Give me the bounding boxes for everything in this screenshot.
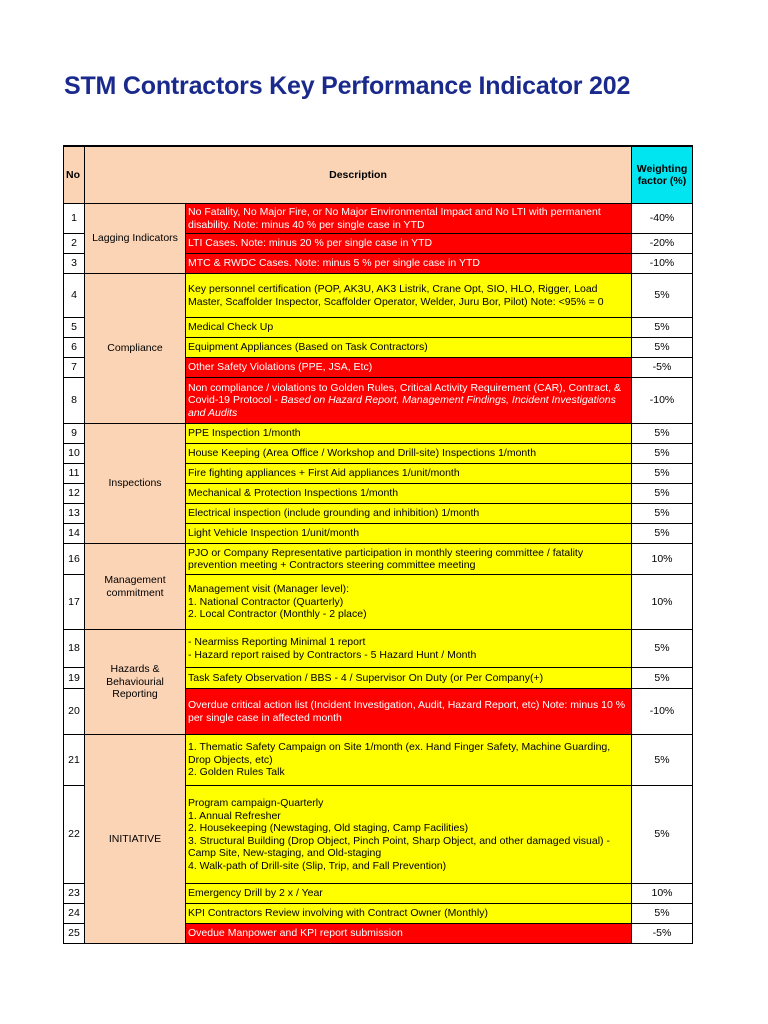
description-text: Other Safety Violations (PPE, JSA, Etc) (188, 361, 373, 374)
row-number: 6 (64, 338, 85, 358)
row-weighting: -5% (632, 358, 693, 378)
description-text: Ovedue Manpower and KPI report submission (188, 927, 403, 940)
description-text: MTC & RWDC Cases. Note: minus 5 % per single case in YTD (188, 257, 480, 270)
description-text: PJO or Company Representative participation in monthly steering committee / fatality prevention meeting + Contractors steering committee meeting (188, 546, 584, 571)
row-weighting: -20% (632, 234, 693, 254)
row-weighting: 5% (632, 484, 693, 504)
row-description (186, 338, 632, 358)
row-description (186, 484, 632, 504)
description-text: Fire fighting appliances + First Aid appliances 1/unit/month (188, 467, 460, 480)
row-number: 16 (64, 544, 85, 575)
row-weighting: 5% (632, 338, 693, 358)
description-text: Program campaign-Quarterly 1. Annual Refresher 2. Housekeeping (Newstaging, Old staging, Camp Facilities) 3. Structural Building (Drop Object, Pinch Point, Sharp Object, and other damaged visual) - Camp Site, New-staging, and Old-staging 4. Walk-path of Drill-site (Slip, Trip, and Fall Prevention) (188, 797, 610, 872)
description-text: Emergency Drill by 2 x / Year (188, 887, 323, 900)
description-text: Electrical inspection (include grounding and inhibition) 1/month (188, 507, 480, 520)
description-text: Mechanical & Protection Inspections 1/month (188, 487, 399, 500)
row-weighting: -10% (632, 689, 693, 735)
row-description (186, 464, 632, 484)
row-number: 19 (64, 668, 85, 689)
description-text: No Fatality, No Major Fire, or No Major Environmental Impact and No LTI with permanent disability. Note: minus 40 % per single case in YTD (188, 206, 601, 231)
row-number: 14 (64, 524, 85, 544)
row-number: 13 (64, 504, 85, 524)
row-weighting: 5% (632, 786, 693, 884)
row-description (186, 689, 632, 735)
row-number: 25 (64, 924, 85, 944)
row-weighting: -10% (632, 378, 693, 424)
row-description (186, 318, 632, 338)
description-text: Key personnel certification (POP, AK3U, AK3 Listrik, Crane Opt, SIO, HLO, Rigger, Load Master, Scaffolder Inspector, Scaffolder Operator, Welder, Juru Bor, Pilot) Note: <95% = 0 (188, 283, 604, 308)
row-weighting: 10% (632, 544, 693, 575)
description-text: LTI Cases. Note: minus 20 % per single case in YTD (188, 237, 433, 250)
description-text: Equipment Appliances (Based on Task Contractors) (188, 341, 428, 354)
row-weighting: 5% (632, 464, 693, 484)
description-italic-note: Based on Hazard Report, Management Findings, Incident Investigations and Audits (188, 394, 616, 419)
row-description (186, 444, 632, 464)
description-text: PPE Inspection 1/month (188, 427, 301, 440)
row-description (186, 204, 632, 234)
row-description (186, 274, 632, 318)
description-text: 1. Thematic Safety Campaign on Site 1/month (ex. Hand Finger Safety, Machine Guarding, Drop Objects, etc) 2. Golden Rules Talk (188, 741, 611, 779)
row-number: 22 (64, 786, 85, 884)
row-description (186, 358, 632, 378)
row-description (186, 524, 632, 544)
row-number: 20 (64, 689, 85, 735)
description-text: Medical Check Up (188, 321, 274, 334)
header-no: No (64, 147, 85, 204)
row-description (186, 924, 632, 944)
row-number: 7 (64, 358, 85, 378)
row-weighting: 5% (632, 504, 693, 524)
row-weighting: 10% (632, 884, 693, 904)
header-weighting: Weighting factor (%) (632, 147, 693, 204)
row-description (186, 234, 632, 254)
kpi-table (63, 145, 693, 944)
row-description (186, 544, 632, 575)
category-lagging-indicators: Lagging Indicators (85, 204, 186, 274)
row-number: 21 (64, 735, 85, 786)
description-text: Overdue critical action list (Incident Investigation, Audit, Hazard Report, etc) Note: minus 10 % per single case in affected month (188, 699, 626, 724)
row-weighting: 5% (632, 444, 693, 464)
row-number: 18 (64, 630, 85, 668)
row-description (186, 575, 632, 630)
row-weighting: -40% (632, 204, 693, 234)
description-text: Non compliance / violations to Golden Rules, Critical Activity Requirement (CAR), Contract, & Covid-19 Protocol - (188, 381, 622, 407)
row-number: 10 (64, 444, 85, 464)
row-weighting: 5% (632, 524, 693, 544)
row-number: 1 (64, 204, 85, 234)
row-weighting: 5% (632, 904, 693, 924)
category-initiative: INITIATIVE (85, 735, 186, 944)
header-description: Description (85, 147, 632, 204)
description-text: Task Safety Observation / BBS - 4 / Supervisor On Duty (or Per Company(+) (188, 671, 544, 684)
row-description (186, 254, 632, 274)
row-description (186, 504, 632, 524)
row-weighting: 5% (632, 735, 693, 786)
row-weighting: 5% (632, 274, 693, 318)
category-management-commitment: Management commitment (85, 544, 186, 630)
row-number: 11 (64, 464, 85, 484)
description-text: - Nearmiss Reporting Minimal 1 report - Hazard report raised by Contractors - 5 Hazard Hunt / Month (188, 636, 477, 661)
row-description (186, 884, 632, 904)
row-description (186, 735, 632, 786)
row-description (186, 668, 632, 689)
row-number: 2 (64, 234, 85, 254)
row-number: 4 (64, 274, 85, 318)
row-weighting: 10% (632, 575, 693, 630)
row-weighting: -10% (632, 254, 693, 274)
row-weighting: 5% (632, 318, 693, 338)
row-weighting: -5% (632, 924, 693, 944)
row-number: 3 (64, 254, 85, 274)
row-weighting: 5% (632, 424, 693, 444)
row-number: 24 (64, 904, 85, 924)
row-number: 8 (64, 378, 85, 424)
row-number: 17 (64, 575, 85, 630)
description-text: KPI Contractors Review involving with Contract Owner (Monthly) (188, 907, 488, 920)
row-description (186, 378, 632, 424)
row-description (186, 904, 632, 924)
row-weighting: 5% (632, 630, 693, 668)
category-compliance: Compliance (85, 274, 186, 424)
row-number: 12 (64, 484, 85, 504)
category-inspections: Inspections (85, 424, 186, 544)
row-number: 9 (64, 424, 85, 444)
description-text: House Keeping (Area Office / Workshop and Drill-site) Inspections 1/month (188, 447, 537, 460)
description-text: Light Vehicle Inspection 1/unit/month (188, 527, 360, 540)
row-weighting: 5% (632, 668, 693, 689)
row-number: 23 (64, 884, 85, 904)
page-title: STM Contractors Key Performance Indicator 202 (64, 72, 631, 100)
row-description (186, 424, 632, 444)
row-description (186, 630, 632, 668)
row-description (186, 786, 632, 884)
category-hazards-reporting: Hazards & Behaviourial Reporting (85, 630, 186, 735)
row-number: 5 (64, 318, 85, 338)
description-text: Management visit (Manager level): 1. National Contractor (Quarterly) 2. Local Contractor (Monthly - 2 place) (188, 583, 367, 621)
